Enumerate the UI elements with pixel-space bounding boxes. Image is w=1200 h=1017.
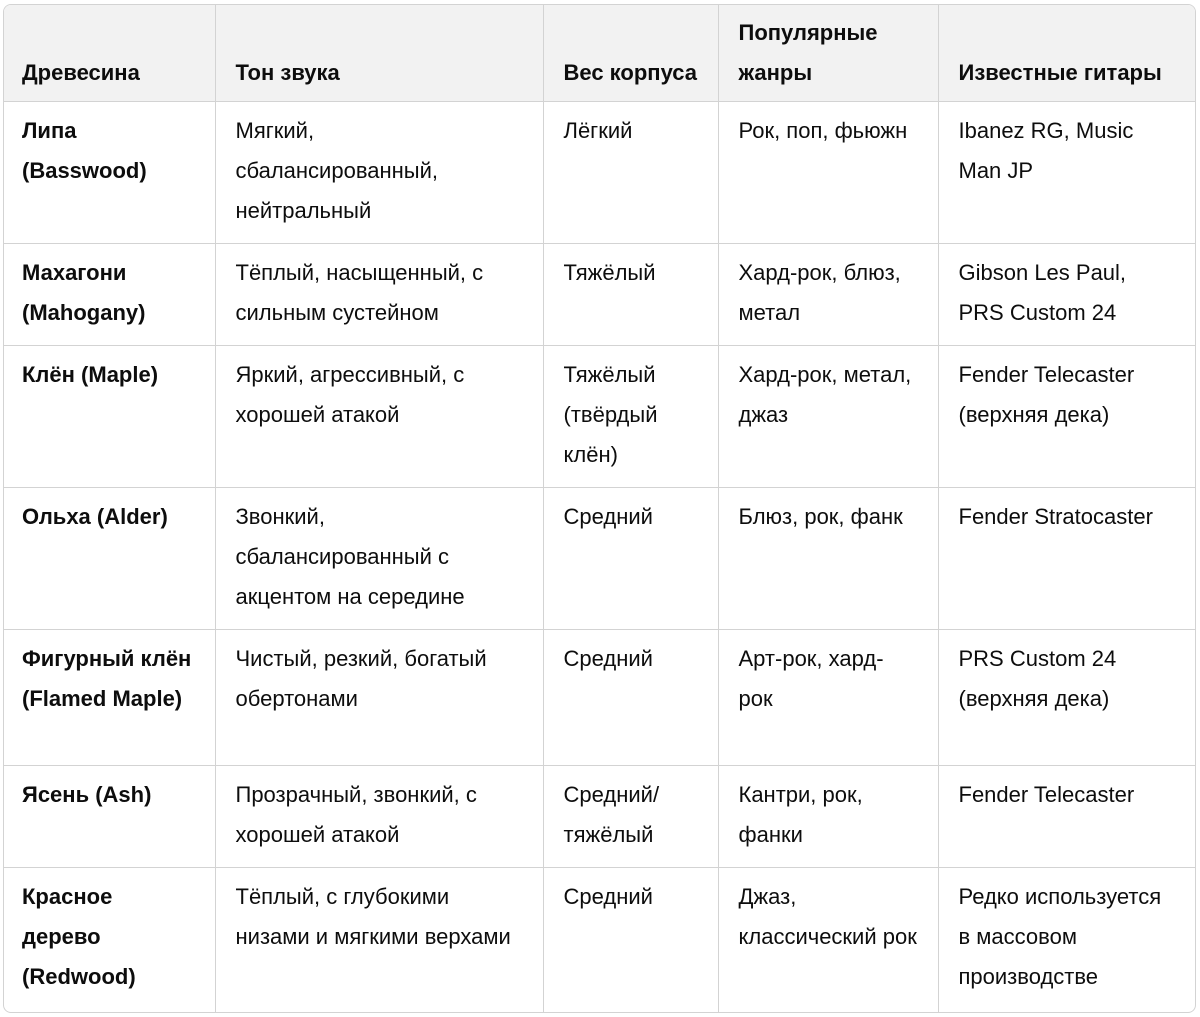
cell-guitars: Fender Stratocaster <box>938 487 1195 629</box>
cell-genres: Арт-рок, хард-рок <box>718 629 938 765</box>
table-row <box>4 765 1195 867</box>
table-row <box>4 487 1195 629</box>
cell-tone: Чистый, резкий, богатый обертонами <box>215 629 543 765</box>
cell-weight: Средний <box>543 867 718 1013</box>
table-header-row <box>4 5 1195 101</box>
cell-tone: Звонкий, сбалансированный с акцентом на середине <box>215 487 543 629</box>
cell-tone: Тёплый, с глубокими низами и мягкими верхами <box>215 867 543 1013</box>
table-row <box>4 867 1195 1013</box>
cell-wood: Клён (Maple) <box>4 345 215 487</box>
cell-wood: Липа (Basswood) <box>4 101 215 243</box>
cell-tone: Яркий, агрессивный, с хорошей атакой <box>215 345 543 487</box>
cell-weight: Средний <box>543 629 718 765</box>
cell-guitars: Fender Telecaster <box>938 765 1195 867</box>
cell-weight: Тяжёлый <box>543 243 718 345</box>
cell-genres: Хард-рок, блюз, метал <box>718 243 938 345</box>
cell-genres: Кантри, рок, фанки <box>718 765 938 867</box>
guitar-woods-table-container <box>3 4 1196 1013</box>
header-wood: Древесина <box>4 5 215 101</box>
cell-guitars: Gibson Les Paul, PRS Custom 24 <box>938 243 1195 345</box>
cell-tone: Тёплый, насыщенный, с сильным сустейном <box>215 243 543 345</box>
cell-genres: Рок, поп, фьюжн <box>718 101 938 243</box>
cell-genres: Хард-рок, метал, джаз <box>718 345 938 487</box>
cell-guitars: PRS Custom 24 (верхняя дека) <box>938 629 1195 765</box>
cell-genres: Блюз, рок, фанк <box>718 487 938 629</box>
cell-guitars: Редко используется в массовом производстве <box>958 883 1162 989</box>
cell-tone: Мягкий, сбалансированный, нейтральный <box>215 101 543 243</box>
table-row <box>4 243 1195 345</box>
table-row <box>4 345 1195 487</box>
header-tone: Тон звука <box>215 5 543 101</box>
cell-wood: Фигурный клён (Flamed Maple) <box>4 629 215 765</box>
cell-wood: Красное дерево (Redwood) <box>4 867 215 1013</box>
cell-wood: Ольха (Alder) <box>4 487 215 629</box>
cell-weight: Средний <box>543 487 718 629</box>
cell-tone: Прозрачный, звонкий, с хорошей атакой <box>215 765 543 867</box>
cell-weight: Тяжёлый (твёрдый клён) <box>543 345 718 487</box>
header-genres: Популярные жанры <box>718 5 938 101</box>
table-row <box>4 101 1195 243</box>
cell-guitars: Fender Telecaster (верхняя дека) <box>938 345 1195 487</box>
header-weight: Вес корпуса <box>543 5 718 101</box>
cell-genres: Джаз, классический рок <box>718 867 938 1013</box>
header-guitars: Известные гитары <box>938 5 1195 101</box>
cell-wood: Махагони (Mahogany) <box>4 243 215 345</box>
cell-weight: Средний/тяжёлый <box>543 765 718 867</box>
cell-guitars: Ibanez RG, Music Man JP <box>938 101 1195 243</box>
cell-weight: Лёгкий <box>543 101 718 243</box>
table-row <box>4 629 1195 765</box>
guitar-woods-table <box>4 5 1195 1013</box>
cell-wood: Ясень (Ash) <box>4 765 215 867</box>
